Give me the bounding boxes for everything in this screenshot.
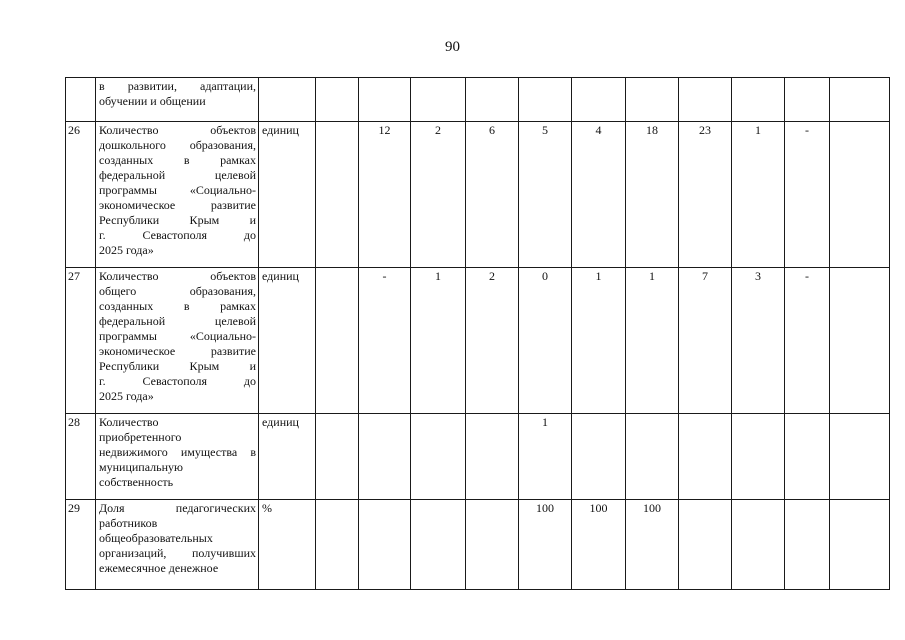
- value-cell: [316, 500, 359, 590]
- value-cell: [732, 414, 785, 500]
- value-cell: 1: [626, 268, 679, 414]
- description-line: обучении и общении: [99, 94, 206, 108]
- description-line: недвижимого имущества в: [99, 445, 256, 459]
- description-line: г. Севастополя до: [99, 374, 256, 388]
- value-cell: 1: [732, 122, 785, 268]
- value-cell: [830, 122, 890, 268]
- unit-of-measure: единиц: [259, 268, 316, 414]
- value-cell: [785, 414, 830, 500]
- value-cell: [316, 414, 359, 500]
- value-cell: -: [359, 268, 411, 414]
- indicator-description: [96, 414, 259, 500]
- unit-of-measure: единиц: [259, 414, 316, 500]
- description-line: организаций, получивших: [99, 546, 256, 560]
- description-line: Количество объектов: [99, 269, 256, 283]
- description-line: программы «Социально-: [99, 329, 256, 343]
- value-cell: [830, 414, 890, 500]
- value-cell: [679, 500, 732, 590]
- indicator-description: [96, 122, 259, 268]
- description-line: программы «Социально-: [99, 183, 256, 197]
- value-cell: [316, 122, 359, 268]
- value-cell: [626, 78, 679, 122]
- table-row: [66, 122, 890, 268]
- value-cell: 100: [572, 500, 626, 590]
- description-line: экономическое развитие: [99, 198, 256, 212]
- unit-of-measure: [259, 78, 316, 122]
- table-row: [66, 414, 890, 500]
- value-cell: 3: [732, 268, 785, 414]
- value-cell: 4: [572, 122, 626, 268]
- value-cell: 2: [411, 122, 466, 268]
- value-cell: 100: [626, 500, 679, 590]
- value-cell: 18: [626, 122, 679, 268]
- indicator-description: [96, 78, 259, 122]
- description-line: Количество объектов: [99, 123, 256, 137]
- value-cell: [572, 78, 626, 122]
- description-line: приобретенного: [99, 430, 182, 444]
- table-row: [66, 268, 890, 414]
- description-line: муниципальную: [99, 460, 183, 474]
- table-row: [66, 78, 890, 122]
- value-cell: [411, 500, 466, 590]
- description-line: Доля педагогических: [99, 501, 256, 515]
- description-line: в развитии, адаптации,: [99, 79, 256, 93]
- value-cell: 2: [466, 268, 519, 414]
- value-cell: [830, 268, 890, 414]
- value-cell: [572, 414, 626, 500]
- value-cell: 23: [679, 122, 732, 268]
- value-cell: [359, 414, 411, 500]
- value-cell: [359, 500, 411, 590]
- description-line: г. Севастополя до: [99, 228, 256, 242]
- page-number: 90: [445, 39, 460, 55]
- row-number: 28: [66, 414, 96, 500]
- value-cell: 7: [679, 268, 732, 414]
- row-number: [66, 78, 96, 122]
- indicator-description: [96, 268, 259, 414]
- unit-of-measure: %: [259, 500, 316, 590]
- description-line: ежемесячное денежное: [99, 561, 219, 575]
- description-line: созданных в рамках: [99, 153, 256, 167]
- description-line: Республики Крым и: [99, 359, 256, 373]
- value-cell: [785, 78, 830, 122]
- value-cell: -: [785, 268, 830, 414]
- value-cell: [679, 78, 732, 122]
- description-line: Республики Крым и: [99, 213, 256, 227]
- value-cell: 100: [519, 500, 572, 590]
- description-line: федеральной целевой: [99, 168, 256, 182]
- value-cell: 1: [411, 268, 466, 414]
- value-cell: 12: [359, 122, 411, 268]
- value-cell: [359, 78, 411, 122]
- description-line: 2025 года»: [99, 243, 154, 257]
- description-line: федеральной целевой: [99, 314, 256, 328]
- value-cell: [732, 500, 785, 590]
- value-cell: [519, 78, 572, 122]
- value-cell: 1: [519, 414, 572, 500]
- row-number: 26: [66, 122, 96, 268]
- description-line: работников: [99, 516, 158, 530]
- value-cell: 5: [519, 122, 572, 268]
- value-cell: -: [785, 122, 830, 268]
- value-cell: [466, 78, 519, 122]
- value-cell: 6: [466, 122, 519, 268]
- value-cell: [466, 500, 519, 590]
- unit-of-measure: единиц: [259, 122, 316, 268]
- table-body: [66, 78, 890, 590]
- indicator-table: [65, 77, 890, 590]
- description-line: дошкольного образования,: [99, 138, 256, 152]
- description-line: общего образования,: [99, 284, 256, 298]
- value-cell: [411, 78, 466, 122]
- value-cell: [830, 500, 890, 590]
- value-cell: [830, 78, 890, 122]
- description-line: общеобразовательных: [99, 531, 213, 545]
- value-cell: 0: [519, 268, 572, 414]
- value-cell: [679, 414, 732, 500]
- value-cell: [626, 414, 679, 500]
- description-line: собственность: [99, 475, 174, 489]
- row-number: 29: [66, 500, 96, 590]
- value-cell: [466, 414, 519, 500]
- value-cell: [316, 78, 359, 122]
- description-line: созданных в рамках: [99, 299, 256, 313]
- table-row: [66, 500, 890, 590]
- value-cell: [785, 500, 830, 590]
- indicator-description: [96, 500, 259, 590]
- description-line: 2025 года»: [99, 389, 154, 403]
- value-cell: [411, 414, 466, 500]
- description-line: Количество: [99, 415, 159, 429]
- value-cell: [732, 78, 785, 122]
- value-cell: [316, 268, 359, 414]
- row-number: 27: [66, 268, 96, 414]
- description-line: экономическое развитие: [99, 344, 256, 358]
- value-cell: 1: [572, 268, 626, 414]
